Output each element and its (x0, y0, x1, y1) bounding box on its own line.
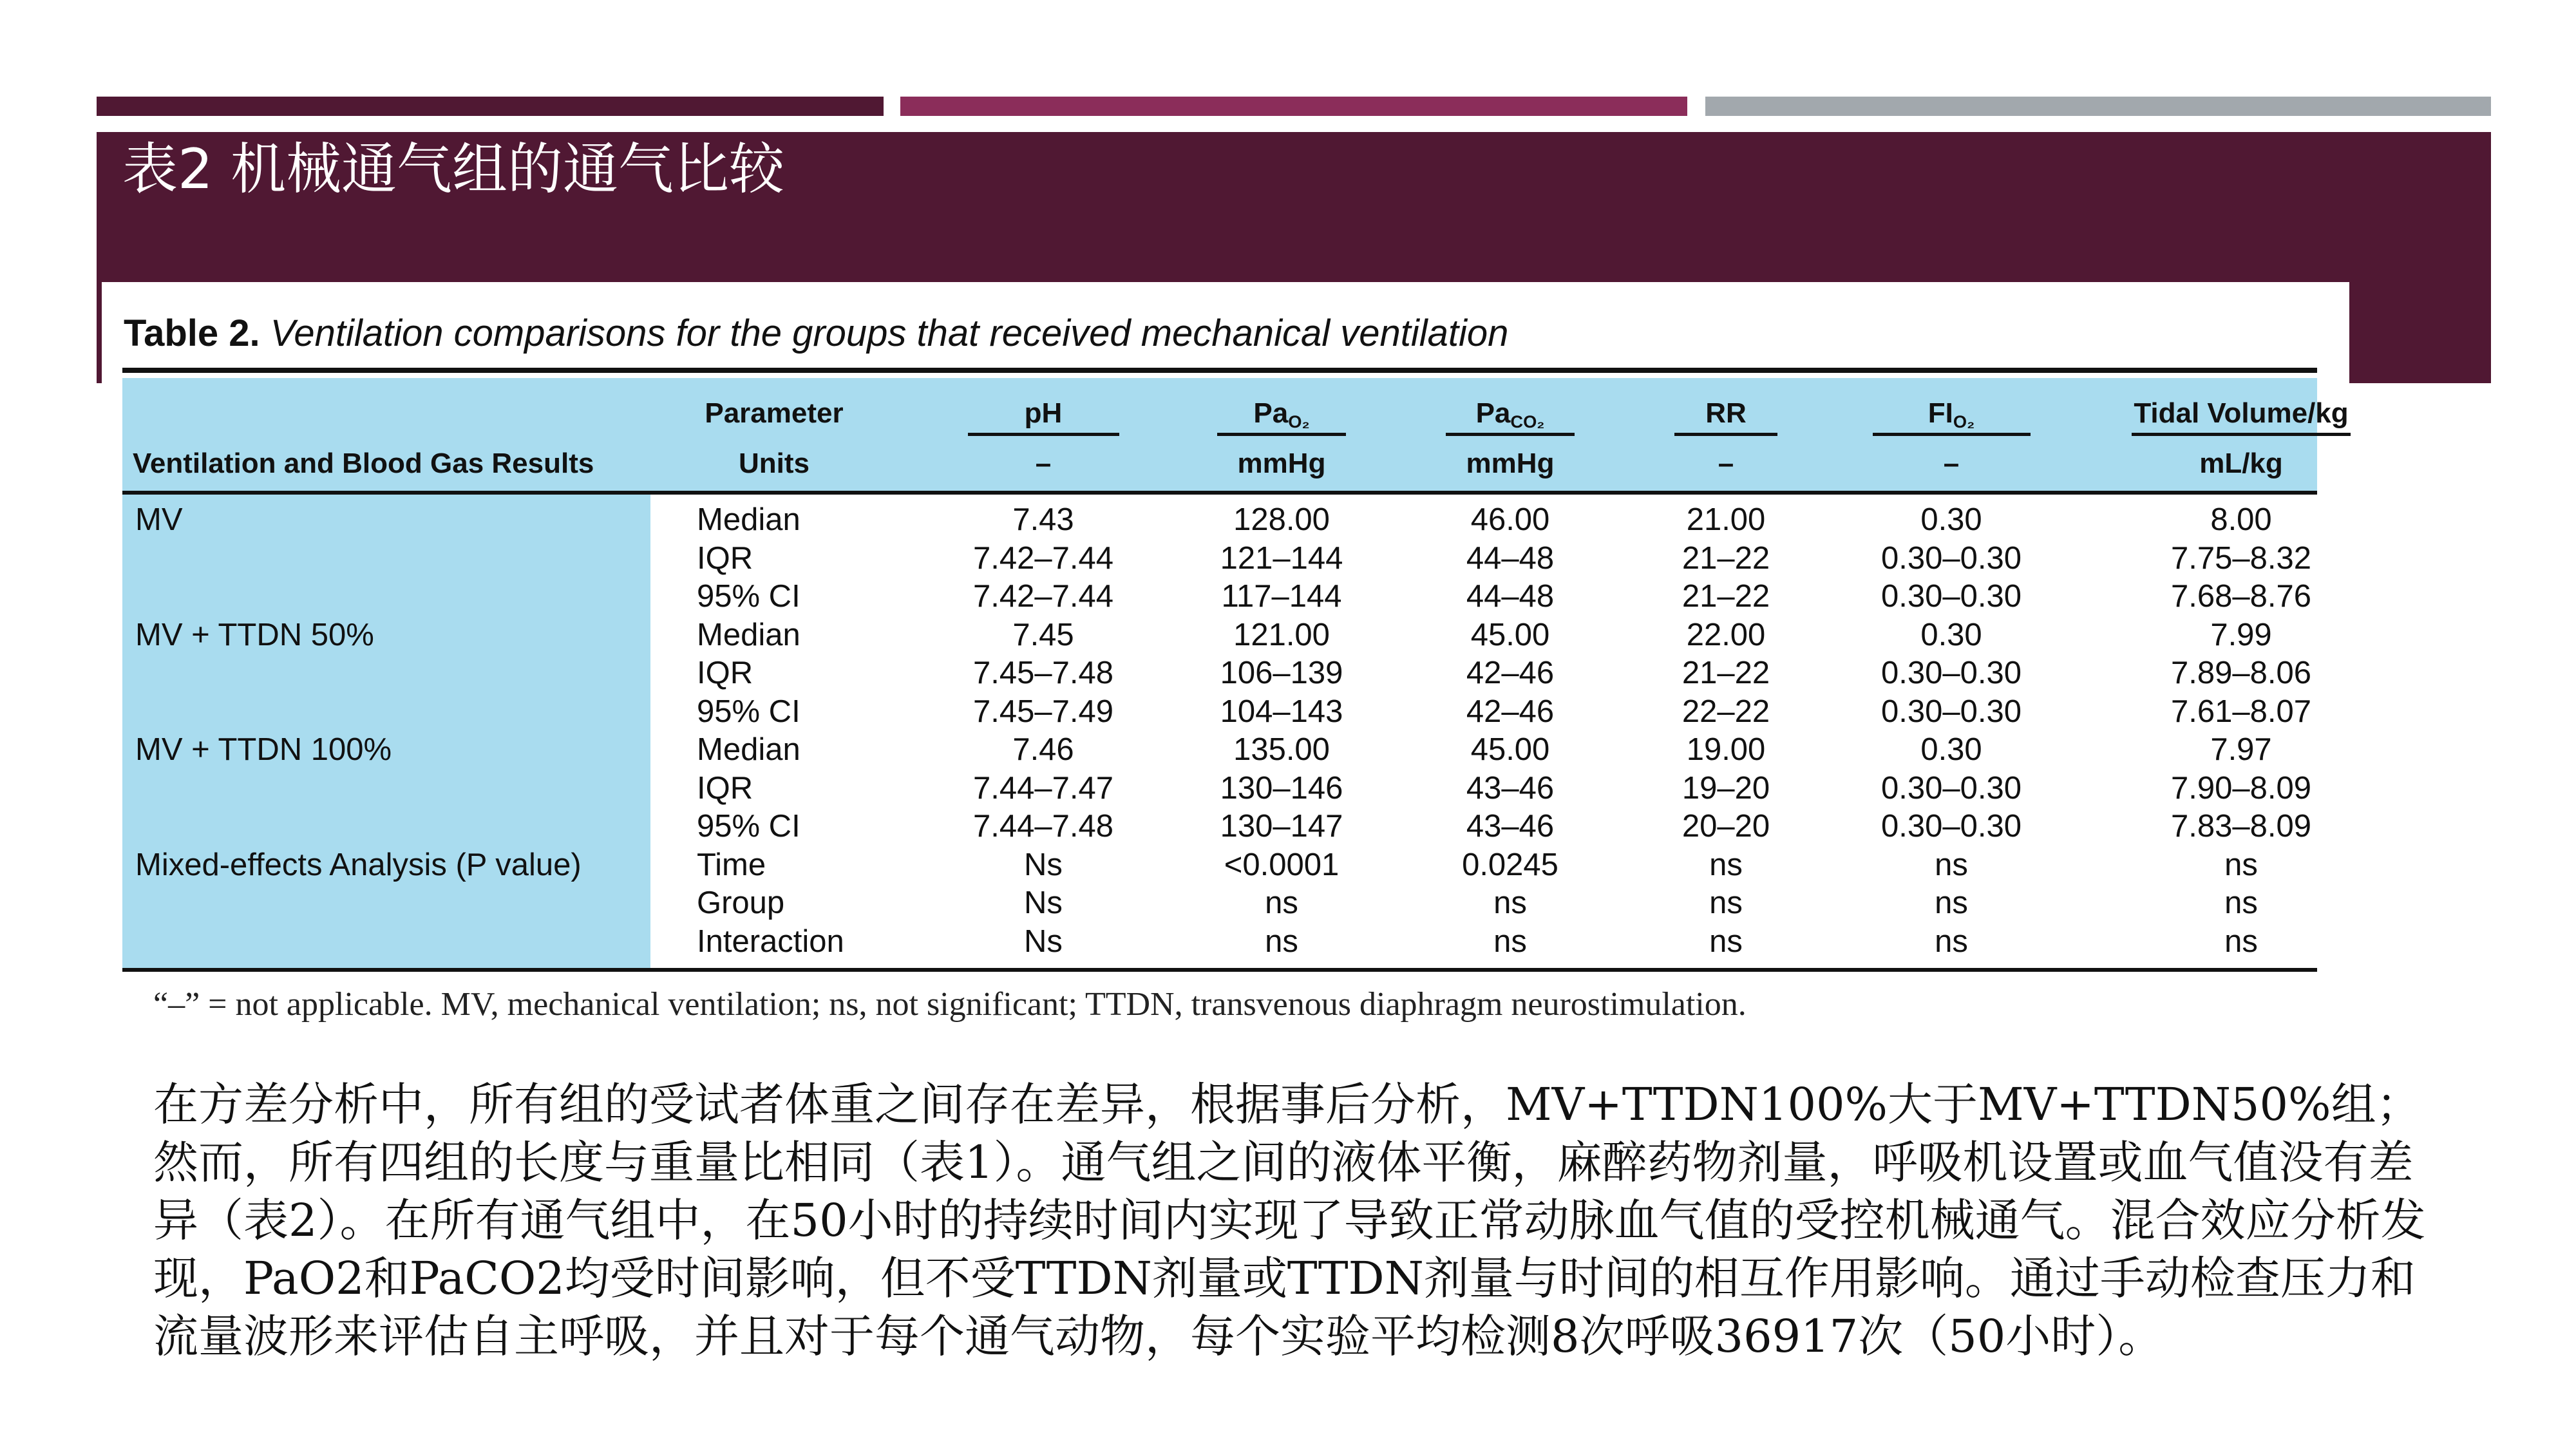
table-cell: 44–48 (1466, 579, 1555, 614)
table-cell: 20–20 (1681, 809, 1770, 844)
stat-label: Median (697, 617, 800, 652)
column-unit-4: – (1718, 448, 1734, 479)
table-footnote: “–” = not applicable. MV, mechanical ventilation; ns, not significant; TTDN, transvenous diaphragm neurostimulation. (153, 986, 1747, 1023)
table-cell: ns (2224, 847, 2258, 882)
group-label: Mixed-effects Analysis (P value) (135, 847, 582, 882)
table-cell: 130–147 (1220, 809, 1343, 844)
column-header-subscript: O₂ (1953, 412, 1975, 432)
table-cell: <0.0001 (1224, 847, 1340, 882)
stat-label: IQR (697, 540, 753, 576)
column-unit-1: – (1035, 448, 1052, 479)
table-caption-text: Ventilation comparisons for the groups that received mechanical ventilation (270, 312, 1509, 354)
stat-label: Time (697, 847, 766, 882)
table-cell: Ns (1024, 847, 1063, 882)
stat-label: IQR (697, 656, 753, 690)
table-cell: 7.68–8.76 (2171, 579, 2311, 614)
parameter-header: Parameter (705, 397, 844, 429)
column-header-underline (1446, 433, 1575, 436)
table-cell: ns (1709, 886, 1743, 920)
table-cell: ns (1709, 847, 1743, 882)
table-top-rule (122, 368, 2317, 373)
header-stripe-magenta (900, 97, 1687, 116)
table-cell: 106–139 (1220, 656, 1343, 690)
column-header-text: Pa (1475, 397, 1511, 429)
table-cell: ns (1265, 923, 1298, 959)
table-cell: 19.00 (1686, 732, 1766, 767)
table-cell: 0.30–0.30 (1881, 770, 2022, 806)
table-cell: 7.61–8.07 (2171, 694, 2311, 729)
table-cell: 121–144 (1220, 540, 1343, 576)
table-cell: 21–22 (1681, 656, 1770, 690)
table-cell: 7.46 (1012, 732, 1074, 767)
table-cell: 43–46 (1466, 770, 1555, 806)
table-cell: 0.30–0.30 (1881, 579, 2022, 614)
stat-label: Median (697, 732, 800, 767)
group-label: MV + TTDN 100% (135, 732, 392, 767)
table-cell: 44–48 (1466, 540, 1555, 576)
table-cell: 7.90–8.09 (2171, 770, 2311, 806)
table-cell: ns (2224, 886, 2258, 920)
body-paragraph: 在方差分析中，所有组的受试者体重之间存在差异，根据事后分析，MV+TTDN100%大于MV+TTDN50%组；然而，所有四组的长度与重量比相同（表1）。通气组之间的液体平衡，麻醉药物剂量，呼吸机设置或血气值没有差异（表2）。在所有通气组中，在50小时的持续时间内实现了导致正常动脉血气值的受控机械通气。混合效应分析发现，PaO2和PaCO2均受时间影响，但不受TTDN剂量或TTDN剂量与时间的相互作用影响。通过手动检查压力和流量波形来评估自主呼吸，并且对于每个通气动物，每个实验平均检测8次呼吸36917次（50小时）。 (153, 1078, 2426, 1363)
table-caption (124, 308, 1508, 359)
table-cell: 46.00 (1470, 502, 1550, 537)
table-cell: ns (1493, 886, 1527, 920)
table-cell: 7.44–7.48 (973, 809, 1113, 844)
table-cell: 42–46 (1466, 694, 1555, 729)
table-cell: 45.00 (1470, 732, 1550, 767)
table-cell: 7.42–7.44 (973, 579, 1113, 614)
slide-title: 表2 机械通气组的通气比较 (122, 137, 785, 202)
column-header-text: Pa (1253, 397, 1289, 429)
group-label: MV + TTDN 50% (135, 617, 374, 652)
table-cell: 7.97 (2210, 732, 2272, 767)
table-cell: ns (1935, 923, 1968, 959)
table-cell: 0.30 (1920, 617, 1982, 652)
column-header-text: pH (1024, 397, 1063, 429)
stat-label: Median (697, 502, 800, 537)
table-cell: 43–46 (1466, 809, 1555, 844)
column-header-underline (968, 433, 1119, 436)
table-bottom-rule (122, 968, 2317, 972)
table-cell: ns (1493, 923, 1527, 959)
table-cell: 19–20 (1681, 770, 1770, 806)
stat-label: 95% CI (697, 579, 800, 614)
column-unit-3: mmHg (1466, 448, 1555, 479)
table-cell: 45.00 (1470, 617, 1550, 652)
table-cell: 130–146 (1220, 770, 1343, 806)
column-unit-6: mL/kg (2199, 448, 2283, 479)
table-cell: 8.00 (2210, 502, 2272, 537)
column-header-1 (960, 394, 1127, 433)
stat-label: Group (697, 886, 785, 920)
table-cell: Ns (1024, 923, 1063, 959)
table-cell: 7.45–7.49 (973, 694, 1113, 729)
column-unit-2: mmHg (1237, 448, 1326, 479)
column-header-underline (1674, 433, 1777, 436)
stat-label: 95% CI (697, 809, 800, 844)
table-cell: ns (1935, 886, 1968, 920)
table-cell: 21–22 (1681, 579, 1770, 614)
table-cell: Ns (1024, 886, 1063, 920)
table-cell: 0.30–0.30 (1881, 809, 2022, 844)
table-cell: ns (1935, 847, 1968, 882)
column-header-6 (2125, 394, 2357, 433)
table-cell: 0.30 (1920, 502, 1982, 537)
row-header-label: Ventilation and Blood Gas Results (133, 448, 594, 479)
stat-label: Interaction (697, 923, 844, 959)
table-cell: 0.0245 (1462, 847, 1558, 882)
column-header-underline (1217, 433, 1346, 436)
table-cell: 7.43 (1012, 502, 1074, 537)
table-cell: 104–143 (1220, 694, 1343, 729)
table-cell: ns (2224, 923, 2258, 959)
column-header-underline (1873, 433, 2031, 436)
column-unit-5: – (1943, 448, 1960, 479)
table-cell: 0.30–0.30 (1881, 694, 2022, 729)
column-header-text: FI (1927, 397, 1953, 429)
table-cell: 7.44–7.47 (973, 770, 1113, 806)
header-stripe-gray (1705, 97, 2491, 116)
table-cell: 21–22 (1681, 540, 1770, 576)
table-cell: 7.99 (2210, 617, 2272, 652)
units-header: Units (739, 448, 810, 479)
column-header-4 (1662, 394, 1790, 433)
table-cell: 7.45–7.48 (973, 656, 1113, 690)
table-caption-label: Table 2. (124, 312, 260, 354)
header-stripe-dark (97, 97, 884, 116)
stat-label: IQR (697, 770, 753, 806)
stat-label: 95% CI (697, 694, 800, 729)
table-cell: 0.30 (1920, 732, 1982, 767)
table-cell: 0.30–0.30 (1881, 540, 2022, 576)
column-header-underline (2132, 433, 2351, 436)
table-cell: 7.45 (1012, 617, 1074, 652)
table-cell: 7.75–8.32 (2171, 540, 2311, 576)
column-header-text: RR (1705, 397, 1747, 429)
table-cell: 42–46 (1466, 656, 1555, 690)
table-cell: 121.00 (1233, 617, 1330, 652)
table-cell: 7.42–7.44 (973, 540, 1113, 576)
table-cell: 7.83–8.09 (2171, 809, 2311, 844)
table-cell: 7.89–8.06 (2171, 656, 2311, 690)
table-cell: 128.00 (1233, 502, 1330, 537)
table-cell: ns (1265, 886, 1298, 920)
table-cell: 22.00 (1686, 617, 1766, 652)
table-cell: 0.30–0.30 (1881, 656, 2022, 690)
table-cell: 117–144 (1221, 579, 1342, 614)
table-cell: ns (1709, 923, 1743, 959)
table-cell: 22–22 (1681, 694, 1770, 729)
group-label: MV (135, 502, 183, 537)
column-header-subscript: CO₂ (1510, 412, 1545, 432)
table-cell: 21.00 (1686, 502, 1766, 537)
table-cell: 135.00 (1233, 732, 1330, 767)
column-header-text: Tidal Volume/kg (2134, 397, 2349, 429)
column-header-subscript: O₂ (1288, 412, 1310, 432)
